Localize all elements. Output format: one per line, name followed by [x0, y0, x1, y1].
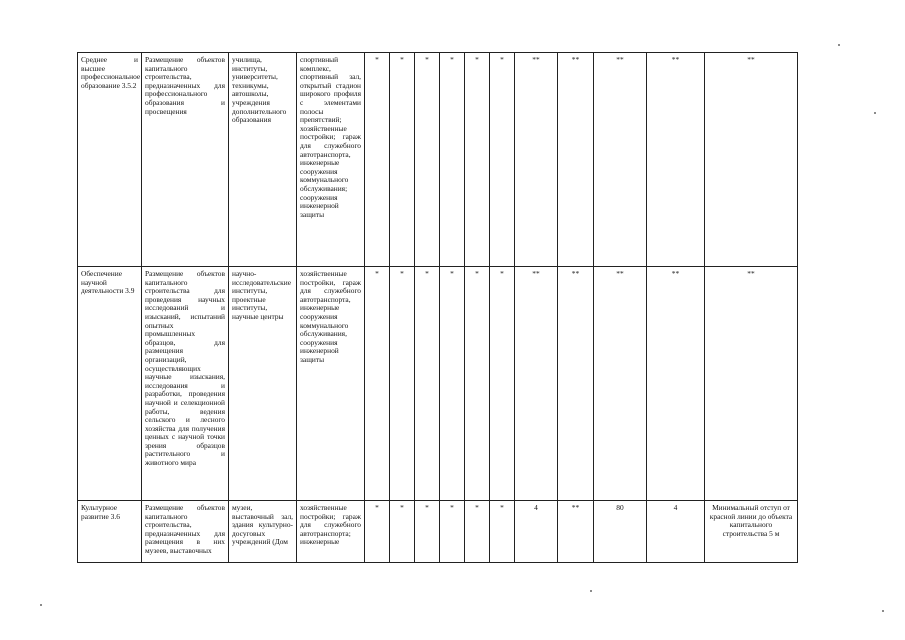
param-cell: **	[515, 267, 558, 501]
scan-speck	[882, 610, 884, 612]
table-row	[78, 267, 798, 501]
scan-speck	[590, 590, 592, 592]
param-cell: **	[558, 501, 594, 563]
param-cell: *	[440, 501, 465, 563]
param-cell: 80	[594, 501, 647, 563]
zone-name-cell: Культурное развитие 3.6	[78, 501, 142, 563]
param-cell: *	[490, 267, 515, 501]
zone-name-cell: Среднее и высшее профессиональное образование 3.5.2	[78, 53, 142, 267]
param-cell: *	[440, 267, 465, 501]
table-row	[78, 53, 798, 267]
scan-speck	[874, 112, 876, 114]
zone-description-cell: Размещение объектов капитального строительства, предназначенных для размещения в них музеев, выставочных	[142, 501, 229, 563]
param-cell: *	[390, 501, 415, 563]
param-cell: *	[465, 501, 490, 563]
zone-description-cell: Размещение объектов капитального строительства, предназначенных для профессионального образования и просвещения	[142, 53, 229, 267]
zone-auxiliary-cell: спортивный комплекс, спортивный зал, открытый стадион широкого профиля с элементами полосы препятствий; хозяйственные постройки; гараж для служебного автотранспорта, инженерные сооружения коммунального обслуживания; сооружения инженерной защиты	[297, 53, 365, 267]
param-cell: **	[594, 267, 647, 501]
zone-auxiliary-cell: хозяйственные постройки; гараж для служебного автотранспорта; инженерные	[297, 501, 365, 563]
zone-examples-cell: училища, институты, университеты, техникумы, автошколы, учреждения дополнительного образования	[229, 53, 297, 267]
param-cell: *	[490, 53, 515, 267]
param-cell: **	[705, 267, 798, 501]
param-cell: **	[515, 53, 558, 267]
zone-name-cell: Обеспечение научной деятельности 3.9	[78, 267, 142, 501]
param-cell: *	[415, 501, 440, 563]
table-row	[78, 501, 798, 563]
param-cell: *	[365, 501, 390, 563]
param-cell: **	[558, 53, 594, 267]
param-cell: *	[415, 267, 440, 501]
zone-examples-cell: музеи, выставочный зал, здания культурно-досуговых учреждений (Дом	[229, 501, 297, 563]
scan-speck	[40, 604, 42, 606]
param-cell: *	[465, 267, 490, 501]
scan-speck	[838, 44, 840, 46]
param-cell: *	[365, 53, 390, 267]
param-cell: *	[390, 53, 415, 267]
param-cell: *	[365, 267, 390, 501]
zone-auxiliary-cell: хозяйственные постройки, гараж для служебного автотранспорта, инженерные сооружения коммунального обслуживания, сооружения инженерной защиты	[297, 267, 365, 501]
param-cell: *	[440, 53, 465, 267]
param-cell: *	[390, 267, 415, 501]
zone-description-cell: Размещение объектов капитального строительства для проведения научных исследований и изысканий, испытаний опытных промышленных образцов, для размещения организаций, осуществляющих научные изыскания, исследования и разработки, проведения научной и селекционной работы, ведения сельского и лесного хозяйства для получения ценных с научной точки зрения образцов растительного и животного мира	[142, 267, 229, 501]
param-cell: **	[647, 267, 705, 501]
param-cell: **	[705, 53, 798, 267]
param-cell: **	[647, 53, 705, 267]
param-cell: **	[594, 53, 647, 267]
param-cell: 4	[647, 501, 705, 563]
zone-examples-cell: научно-исследовательские институты, проектные институты, научные центры	[229, 267, 297, 501]
param-cell: *	[415, 53, 440, 267]
param-cell: *	[490, 501, 515, 563]
param-note-cell: Минимальный отступ от красной линии до объекта капитального строительства 5 м	[705, 501, 798, 563]
param-cell: 4	[515, 501, 558, 563]
param-cell: **	[558, 267, 594, 501]
param-cell: *	[465, 53, 490, 267]
regulations-table	[77, 52, 798, 563]
